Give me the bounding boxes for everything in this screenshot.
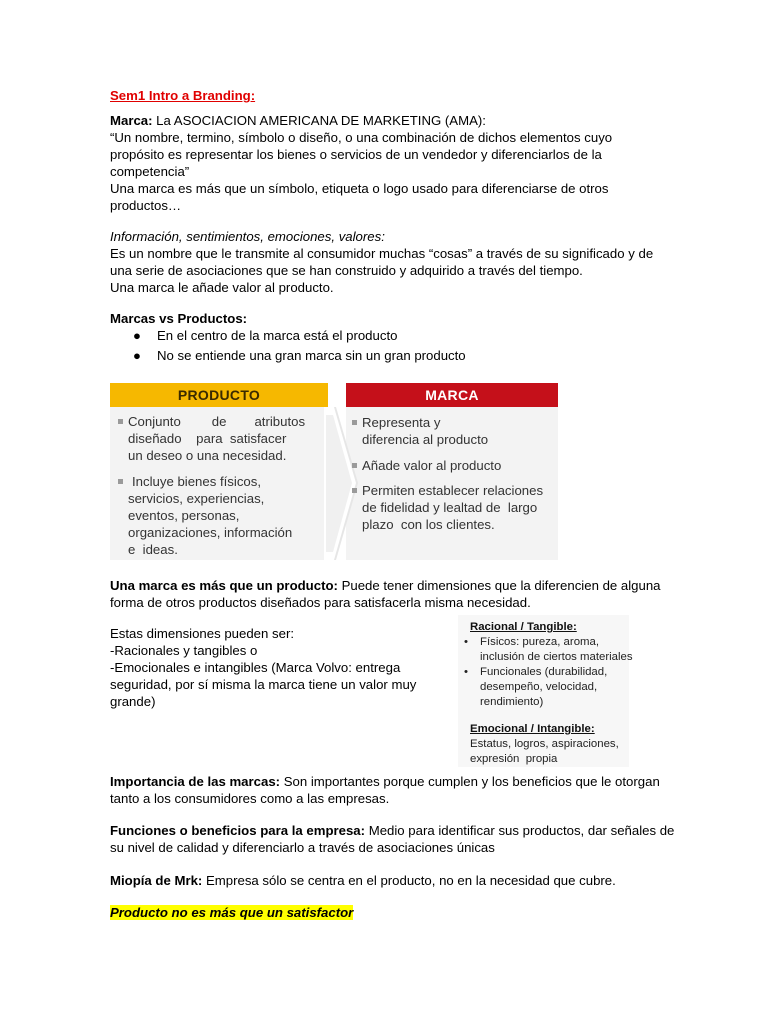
miopia-bold: Miopía de Mrk: xyxy=(110,873,203,888)
quote-line-2: propósito es representar los bienes o servicios de un vendedor y diferenciarlos de la xyxy=(110,147,602,162)
page-title: Sem1 Intro a Branding: xyxy=(110,88,256,103)
bullet-item-1 xyxy=(133,328,397,345)
marca-item-3-line-1: Permiten establecer relaciones xyxy=(362,483,544,498)
producto-item-2-line-1: Incluye bienes físicos, xyxy=(132,474,262,489)
importancia-bold: Importancia de las marcas: xyxy=(110,774,281,789)
bullet-text-1: En el centro de la marca está el producto xyxy=(157,328,398,343)
producto-item-1-line-3: un deseo o una necesidad. xyxy=(128,448,287,463)
dimensions-line-1: Estas dimensiones pueden ser: xyxy=(110,626,295,641)
paragraph-1-line-1: Una marca es más que un símbolo, etiqueta o logo usado para diferenciarse de otros xyxy=(110,181,609,196)
square-bullet-icon xyxy=(118,419,123,424)
miopia-line xyxy=(110,873,616,890)
funcionales-line-1: Funcionales (durabilidad, xyxy=(480,666,608,678)
producto-header: PRODUCTO xyxy=(110,383,328,407)
emocional-line-1: Estatus, logros, aspiraciones, xyxy=(470,738,619,750)
square-bullet-icon xyxy=(118,479,123,484)
funciones-line-2: su nivel de calidad y diferenciarlo a través de asociaciones únicas xyxy=(110,840,495,855)
importancia-line-1 xyxy=(110,774,660,791)
sidebox-bullet-icon: • xyxy=(464,666,468,678)
paragraph-3-bold: Una marca es más que un producto: xyxy=(110,578,338,593)
dimensions-line-3: -Emocionales e intangibles (Marca Volvo: entrega xyxy=(110,660,401,675)
paragraph-3-line-1 xyxy=(110,578,661,595)
racional-title: Racional / Tangible: xyxy=(470,621,577,633)
paragraph-1-line-2: productos… xyxy=(110,198,182,213)
dimensions-line-2: -Racionales y tangibles o xyxy=(110,643,258,658)
fisicos-line-1: Físicos: pureza, aroma, xyxy=(480,636,600,648)
dimensions-line-5: grande) xyxy=(110,694,156,709)
final-highlighted-text: Producto no es más que un satisfactor xyxy=(110,905,354,920)
funciones-bold: Funciones o beneficios para la empresa: xyxy=(110,823,366,838)
info-heading: Información, sentimientos, emociones, valores: xyxy=(110,229,385,244)
marca-header: MARCA xyxy=(346,383,558,407)
producto-item-1-line-1: Conjunto de atributos xyxy=(128,414,306,429)
importancia-line-2: tanto a los consumidores como a las empresas. xyxy=(110,791,390,806)
quote-line-3: competencia” xyxy=(110,164,190,179)
marca-label: Marca: xyxy=(110,113,153,128)
square-bullet-icon xyxy=(352,463,357,468)
producto-marca-diagram xyxy=(110,383,560,560)
marca-item-3-line-2: de fidelidad y lealtad de largo xyxy=(362,500,538,515)
fisicos-line-2: inclusión de ciertos materiales xyxy=(480,651,633,663)
square-bullet-icon xyxy=(352,420,357,425)
paragraph-2-line-3: Una marca le añade valor al producto. xyxy=(110,280,334,295)
bullet-icon: ● xyxy=(133,328,141,343)
quote-line-1: “Un nombre, termino, símbolo o diseño, o una combinación de dichos elementos cuyo xyxy=(110,130,613,145)
producto-item-1-line-2: diseñado para satisfacer xyxy=(128,431,287,446)
importancia-rest: Son importantes porque cumplen y los beneficios que le otorgan xyxy=(280,774,660,789)
producto-item-2-line-5: e ideas. xyxy=(128,542,178,557)
sidebox-bullet-icon: • xyxy=(464,636,468,648)
marca-item-3-line-3: plazo con los clientes. xyxy=(362,517,495,532)
emocional-title: Emocional / Intangible: xyxy=(470,723,595,735)
marca-definition-line xyxy=(110,113,486,130)
funcionales-line-3: rendimiento) xyxy=(480,696,544,708)
square-bullet-icon xyxy=(352,488,357,493)
funciones-line-1 xyxy=(110,823,674,840)
bullet-icon: ● xyxy=(133,348,141,363)
producto-item-2-line-3: eventos, personas, xyxy=(128,508,240,523)
bullet-text-2: No se entiende una gran marca sin un gran producto xyxy=(157,348,466,363)
paragraph-2-line-1: Es un nombre que le transmite al consumidor muchas “cosas” a través de su significado y de xyxy=(110,246,654,261)
funciones-rest: Medio para identificar sus productos, dar señales de xyxy=(365,823,675,838)
funcionales-line-2: desempeño, velocidad, xyxy=(480,681,598,693)
producto-item-2-line-4: organizaciones, información xyxy=(128,525,293,540)
bullet-item-2 xyxy=(133,348,466,365)
chevron-arrow-icon xyxy=(324,407,360,560)
emocional-line-2: expresión propia xyxy=(470,753,558,765)
miopia-rest: Empresa sólo se centra en el producto, no en la necesidad que cubre. xyxy=(202,873,616,888)
final-statement-line xyxy=(110,905,353,922)
dimensions-line-4: seguridad, por sí misma la marca tiene un valor muy xyxy=(110,677,417,692)
marcas-vs-productos-heading: Marcas vs Productos: xyxy=(110,311,248,326)
producto-item-2-line-2: servicios, experiencias, xyxy=(128,491,265,506)
paragraph-3-rest: Puede tener dimensiones que la diferencien de alguna xyxy=(337,578,661,593)
dimensions-sidebox xyxy=(458,615,633,767)
paragraph-3-line-2: forma de otros productos diseñados para satisfacerla misma necesidad. xyxy=(110,595,531,610)
marca-item-1-line-2: diferencia al producto xyxy=(362,432,489,447)
marca-item-1-line-1: Representa y xyxy=(362,415,441,430)
marca-ama-text: La ASOCIACION AMERICANA DE MARKETING (AMA): xyxy=(152,113,486,128)
marca-item-2: Añade valor al producto xyxy=(362,458,502,473)
paragraph-2-line-2: una serie de asociaciones que se han construido y adquirido a través del tiempo. xyxy=(110,263,583,278)
